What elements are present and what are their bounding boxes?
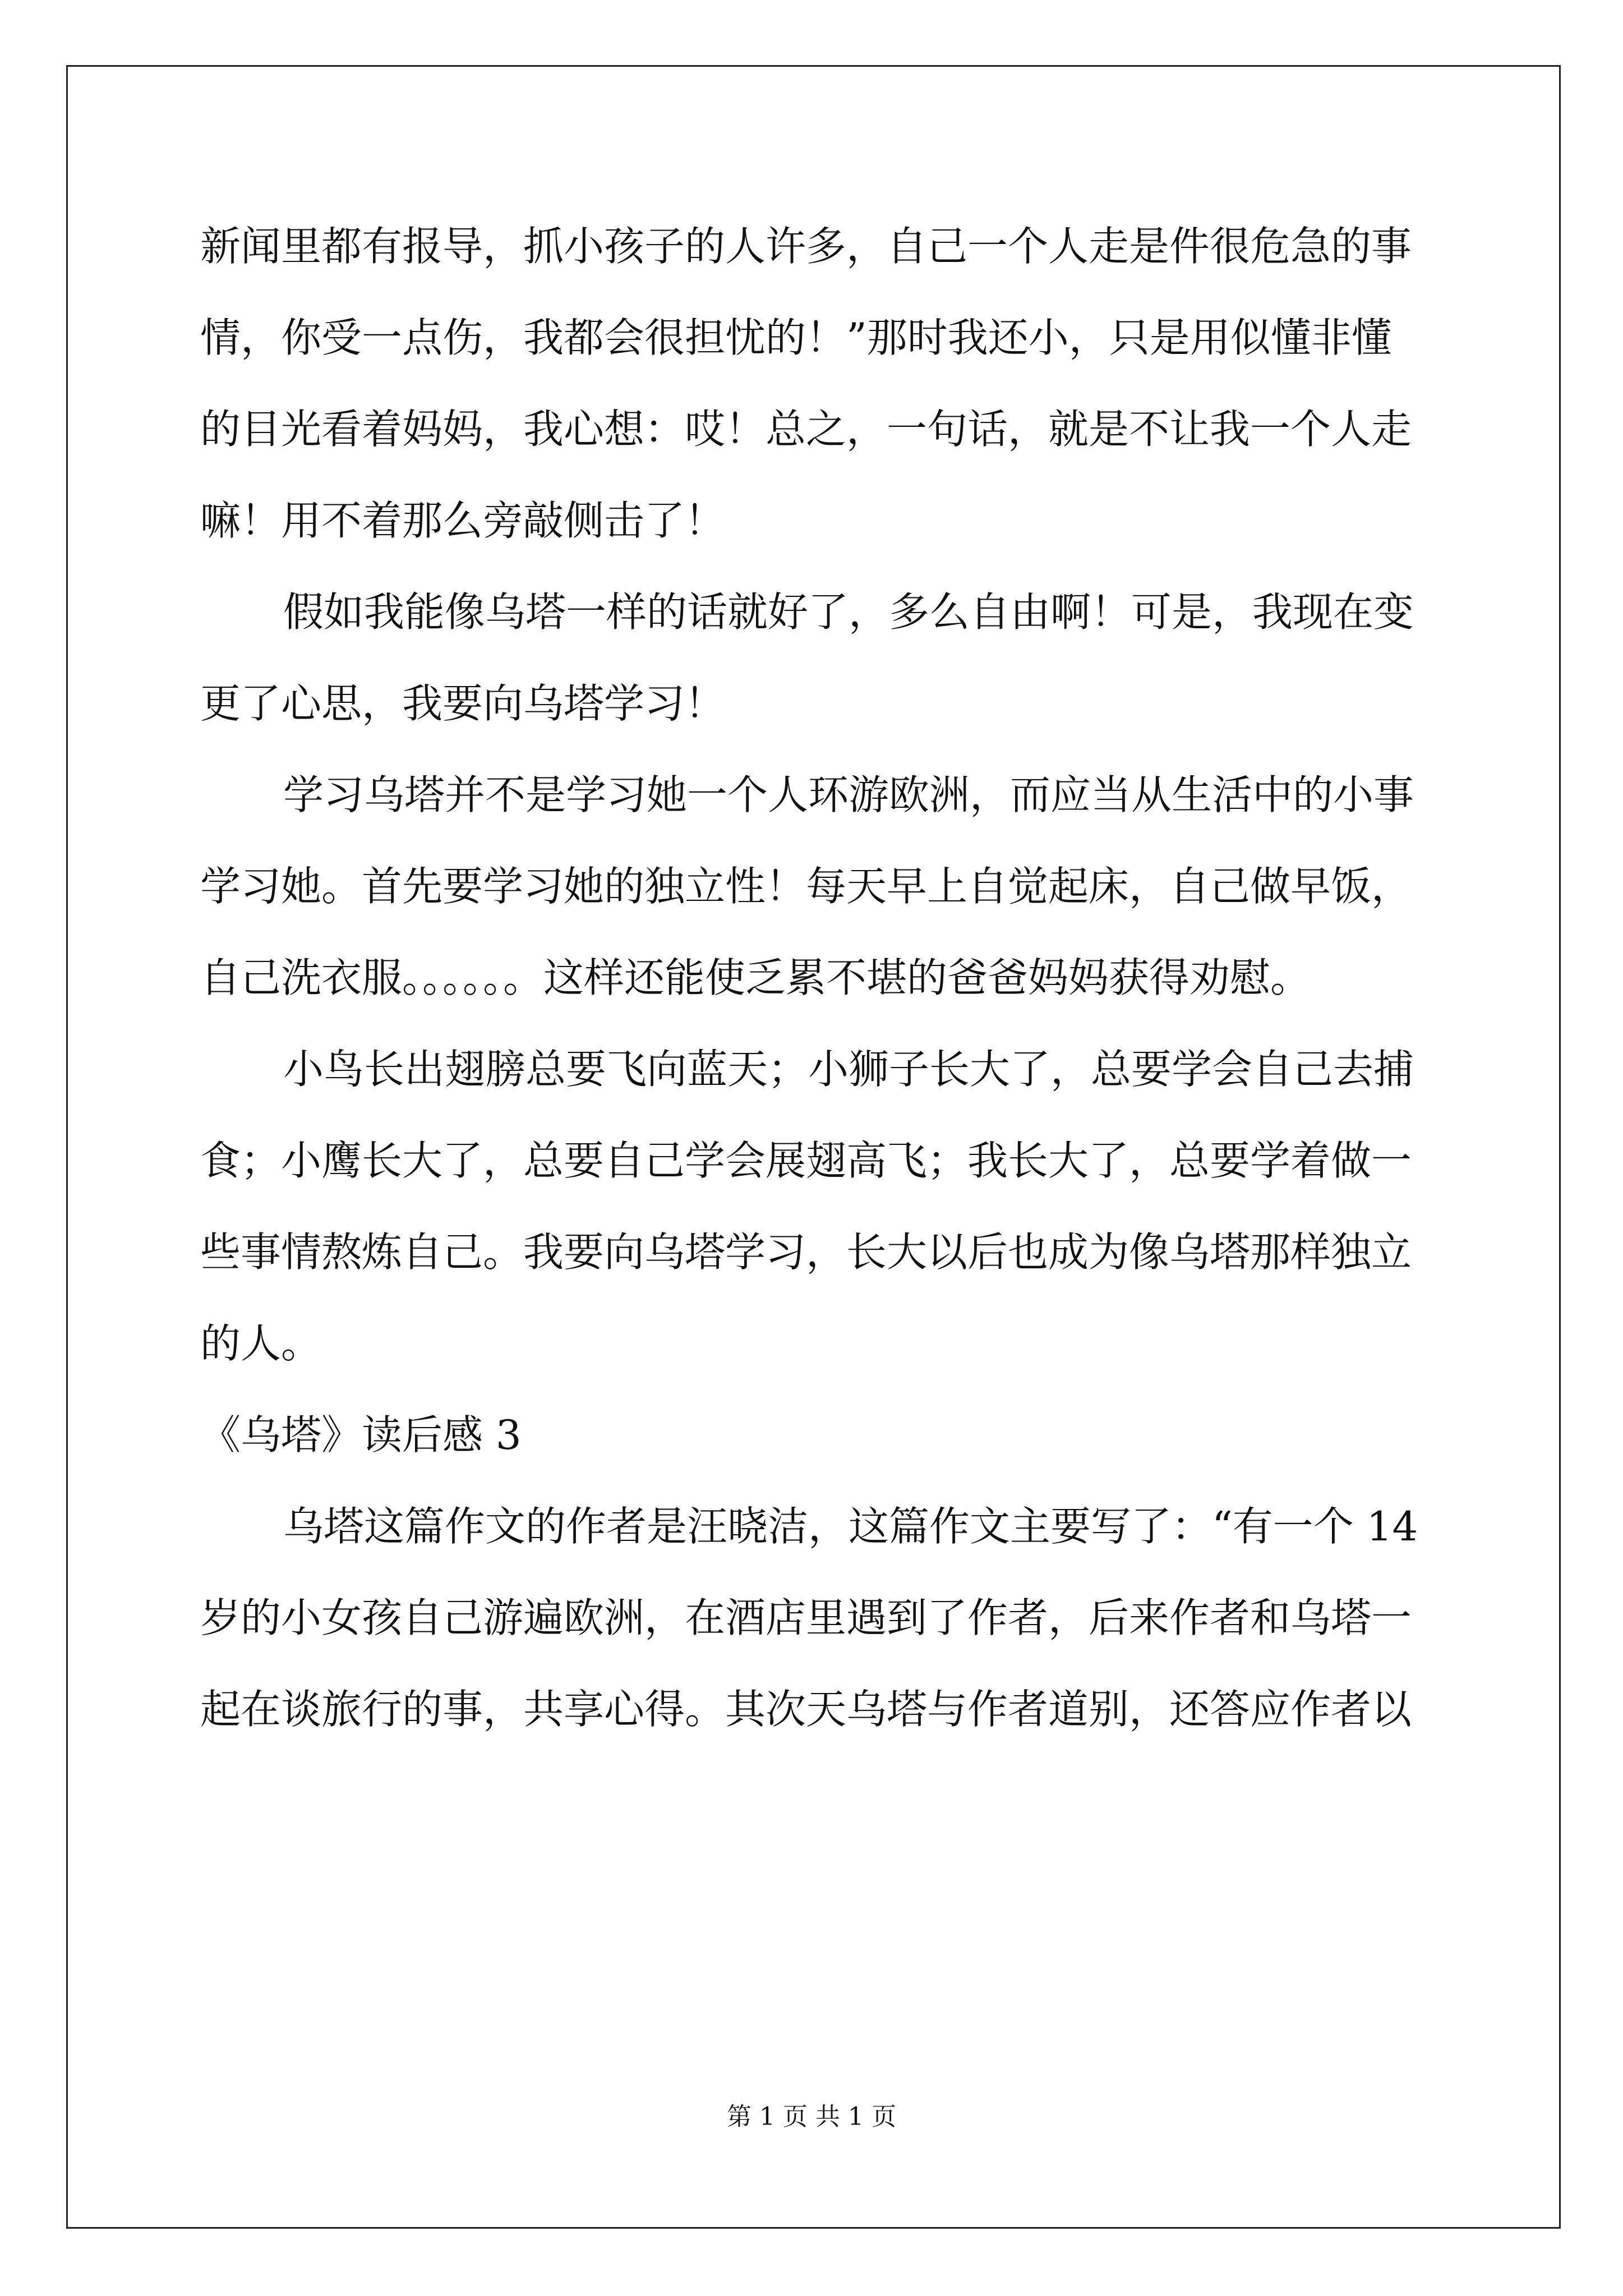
paragraph — [200, 567, 1434, 749]
text-line: 些事情熬炼自己。我要向乌塔学习，长大以后也成为像乌塔那样独立 — [200, 1228, 1412, 1276]
paragraph — [200, 201, 1434, 567]
page-number-footer: 第 1 页 共 1 页 — [727, 2102, 896, 2131]
text-line: 更了心思，我要向乌塔学习！ — [200, 680, 726, 727]
text-line: 学习乌塔并不是学习她一个人环游欧洲，而应当从生活中的小事 — [283, 771, 1414, 818]
text-line: 学习她。首先要学习她的独立性！每天早上自觉起床，自己做早饭， — [200, 863, 1412, 910]
text-line: 乌塔这篇作文的作者是汪晓洁，这篇作文主要写了：“有一个 14 — [283, 1503, 1418, 1550]
text-line: 的目光看着妈妈，我心想：哎！总之，一句话，就是不让我一个人走 — [200, 406, 1412, 453]
text-line: 起在谈旅行的事，共享心得。其次天乌塔与作者道别，还答应作者以 — [200, 1686, 1412, 1733]
text-line: 的人。 — [200, 1320, 322, 1367]
paragraph — [200, 1481, 1434, 1755]
text-line: 小鸟长出翅膀总要飞向蓝天；小狮子长大了，总要学会自己去捕 — [283, 1046, 1414, 1093]
text-line: 新闻里都有报导，抓小孩子的人许多，自己一个人走是件很危急的事 — [200, 223, 1412, 270]
document-body — [200, 201, 1434, 1755]
text-line: 嘛！用不着那么旁敲侧击了！ — [200, 497, 726, 544]
text-line: 情，你受一点伤，我都会很担忧的！”那时我还小，只是用似懂非懂 — [200, 314, 1392, 361]
paragraph — [200, 749, 1434, 1024]
paragraph — [200, 1024, 1434, 1389]
text-line: 食；小鹰长大了，总要自己学会展翅高飞；我长大了，总要学着做一 — [200, 1137, 1412, 1184]
section-heading: 《乌塔》读后感 3 — [200, 1411, 522, 1458]
text-line: 岁的小女孩自己游遍欧洲，在酒店里遇到了作者，后来作者和乌塔一 — [200, 1594, 1412, 1641]
text-line: 假如我能像乌塔一样的话就好了，多么自由啊！可是，我现在变 — [283, 588, 1414, 636]
text-line: 自己洗衣服。。。。。。这样还能使乏累不堪的爸爸妈妈获得劝慰。 — [200, 954, 1311, 1001]
